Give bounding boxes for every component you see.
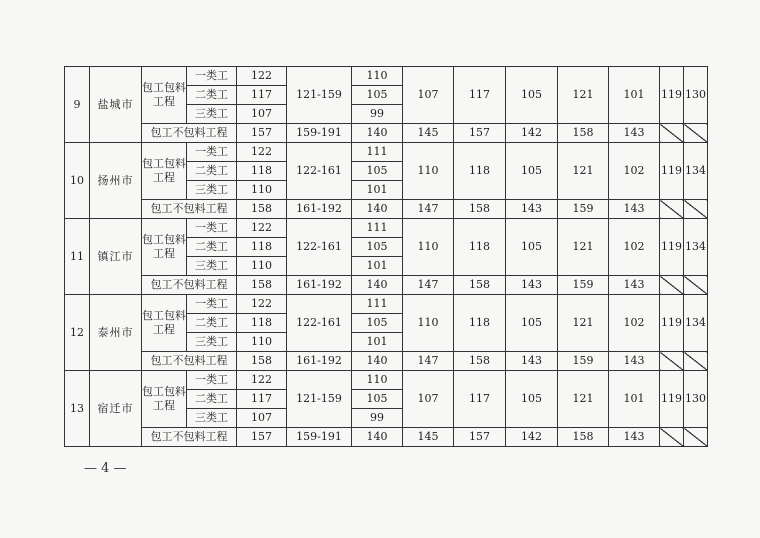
sub-value: 99 (352, 105, 403, 124)
rate-value: 143 (609, 124, 660, 143)
empty-slash-cell (684, 428, 708, 447)
rate-value: 143 (609, 200, 660, 219)
worker-value: 117 (237, 86, 287, 105)
with-material-label: 包工包料工程 (142, 67, 187, 124)
sub-value: 105 (352, 86, 403, 105)
rate-value: 158 (454, 200, 506, 219)
empty-slash-cell (660, 200, 684, 219)
row-number: 13 (65, 371, 90, 447)
worker-value: 107 (237, 105, 287, 124)
rate-value: 118 (454, 143, 506, 200)
range-value: 121-159 (287, 371, 352, 428)
wage-table (64, 66, 708, 447)
rate-value: 147 (403, 200, 454, 219)
table-row (65, 276, 708, 295)
rate-value: 143 (506, 276, 558, 295)
city-name: 镇江市 (90, 219, 142, 295)
extra-value: 130 (684, 67, 708, 124)
sub-value: 105 (352, 238, 403, 257)
extra-value: 119 (660, 67, 684, 124)
sub-value: 105 (352, 314, 403, 333)
table-row (65, 200, 708, 219)
empty-slash-cell (660, 428, 684, 447)
worker-type: 二类工 (187, 86, 237, 105)
worker-type: 三类工 (187, 257, 237, 276)
rate-value: 105 (506, 371, 558, 428)
rate-value: 107 (403, 371, 454, 428)
extra-value: 134 (684, 295, 708, 352)
rate-value: 142 (506, 124, 558, 143)
rate-value: 105 (506, 67, 558, 124)
rate-value: 145 (403, 428, 454, 447)
range-value: 161-192 (287, 352, 352, 371)
worker-type: 二类工 (187, 314, 237, 333)
rate-value: 121 (558, 219, 609, 276)
worker-value: 122 (237, 67, 287, 86)
rate-value: 105 (506, 143, 558, 200)
sub-value: 140 (352, 428, 403, 447)
rate-value: 101 (609, 371, 660, 428)
rate-value: 158 (558, 124, 609, 143)
rate-value: 118 (454, 295, 506, 352)
worker-value: 110 (237, 181, 287, 200)
sub-value: 111 (352, 295, 403, 314)
worker-value: 122 (237, 219, 287, 238)
worker-type: 三类工 (187, 181, 237, 200)
sub-value: 110 (352, 67, 403, 86)
rate-value: 158 (454, 276, 506, 295)
row-number: 12 (65, 295, 90, 371)
rate-value: 143 (609, 276, 660, 295)
table-row (65, 428, 708, 447)
rate-value: 105 (506, 219, 558, 276)
rate-value: 118 (454, 219, 506, 276)
range-value: 122-161 (287, 295, 352, 352)
extra-value: 119 (660, 371, 684, 428)
rate-value: 143 (506, 352, 558, 371)
worker-type: 二类工 (187, 162, 237, 181)
sub-value: 101 (352, 181, 403, 200)
table-row (65, 219, 708, 238)
rate-value: 105 (506, 295, 558, 352)
rate-value: 121 (558, 371, 609, 428)
worker-value: 107 (237, 409, 287, 428)
empty-slash-cell (660, 276, 684, 295)
sub-value: 111 (352, 219, 403, 238)
city-name: 扬州市 (90, 143, 142, 219)
sub-value: 140 (352, 124, 403, 143)
worker-type: 三类工 (187, 409, 237, 428)
worker-value: 122 (237, 295, 287, 314)
worker-value: 157 (237, 428, 287, 447)
worker-value: 157 (237, 124, 287, 143)
rate-value: 158 (558, 428, 609, 447)
worker-type: 一类工 (187, 219, 237, 238)
row-number: 11 (65, 219, 90, 295)
sub-value: 140 (352, 200, 403, 219)
sub-value: 105 (352, 390, 403, 409)
without-material-label: 包工不包料工程 (142, 200, 237, 219)
worker-type: 二类工 (187, 390, 237, 409)
extra-value: 119 (660, 295, 684, 352)
page-number: — 4 — (84, 461, 127, 476)
empty-slash-cell (660, 124, 684, 143)
worker-type: 一类工 (187, 67, 237, 86)
worker-type: 一类工 (187, 371, 237, 390)
worker-value: 122 (237, 143, 287, 162)
rate-value: 121 (558, 67, 609, 124)
sub-value: 99 (352, 409, 403, 428)
worker-value: 117 (237, 390, 287, 409)
rate-value: 117 (454, 67, 506, 124)
without-material-label: 包工不包料工程 (142, 276, 237, 295)
range-value: 121-159 (287, 67, 352, 124)
rate-value: 143 (609, 352, 660, 371)
rate-value: 159 (558, 352, 609, 371)
range-value: 122-161 (287, 219, 352, 276)
rate-value: 110 (403, 219, 454, 276)
with-material-label: 包工包料工程 (142, 219, 187, 276)
worker-type: 一类工 (187, 295, 237, 314)
rate-value: 159 (558, 200, 609, 219)
rate-value: 121 (558, 143, 609, 200)
worker-value: 158 (237, 352, 287, 371)
rate-value: 158 (454, 352, 506, 371)
rate-value: 117 (454, 371, 506, 428)
range-value: 159-191 (287, 428, 352, 447)
city-name: 宿迁市 (90, 371, 142, 447)
empty-slash-cell (684, 200, 708, 219)
table-row (65, 124, 708, 143)
empty-slash-cell (684, 124, 708, 143)
sub-value: 101 (352, 257, 403, 276)
worker-type: 三类工 (187, 105, 237, 124)
range-value: 161-192 (287, 200, 352, 219)
range-value: 159-191 (287, 124, 352, 143)
rate-value: 102 (609, 143, 660, 200)
without-material-label: 包工不包料工程 (142, 352, 237, 371)
city-name: 泰州市 (90, 295, 142, 371)
worker-value: 110 (237, 333, 287, 352)
rate-value: 102 (609, 295, 660, 352)
sub-value: 111 (352, 143, 403, 162)
without-material-label: 包工不包料工程 (142, 428, 237, 447)
table-row (65, 67, 708, 86)
sub-value: 110 (352, 371, 403, 390)
extra-value: 119 (660, 143, 684, 200)
worker-type: 二类工 (187, 238, 237, 257)
without-material-label: 包工不包料工程 (142, 124, 237, 143)
rate-value: 121 (558, 295, 609, 352)
worker-value: 118 (237, 238, 287, 257)
sub-value: 101 (352, 333, 403, 352)
worker-type: 三类工 (187, 333, 237, 352)
sub-value: 140 (352, 352, 403, 371)
worker-value: 158 (237, 276, 287, 295)
extra-value: 119 (660, 219, 684, 276)
rate-value: 159 (558, 276, 609, 295)
rate-value: 101 (609, 67, 660, 124)
rate-value: 147 (403, 352, 454, 371)
rate-value: 142 (506, 428, 558, 447)
range-value: 161-192 (287, 276, 352, 295)
range-value: 122-161 (287, 143, 352, 200)
with-material-label: 包工包料工程 (142, 143, 187, 200)
with-material-label: 包工包料工程 (142, 295, 187, 352)
rate-value: 147 (403, 276, 454, 295)
extra-value: 134 (684, 219, 708, 276)
worker-value: 110 (237, 257, 287, 276)
rate-value: 157 (454, 428, 506, 447)
empty-slash-cell (684, 276, 708, 295)
rate-value: 110 (403, 143, 454, 200)
empty-slash-cell (660, 352, 684, 371)
rate-value: 110 (403, 295, 454, 352)
sub-value: 105 (352, 162, 403, 181)
with-material-label: 包工包料工程 (142, 371, 187, 428)
rate-value: 102 (609, 219, 660, 276)
worker-value: 122 (237, 371, 287, 390)
rate-value: 143 (609, 428, 660, 447)
extra-value: 134 (684, 143, 708, 200)
table-row (65, 371, 708, 390)
worker-type: 一类工 (187, 143, 237, 162)
worker-value: 158 (237, 200, 287, 219)
table-row (65, 352, 708, 371)
row-number: 10 (65, 143, 90, 219)
rate-value: 145 (403, 124, 454, 143)
city-name: 盐城市 (90, 67, 142, 143)
worker-value: 118 (237, 162, 287, 181)
rate-value: 107 (403, 67, 454, 124)
extra-value: 130 (684, 371, 708, 428)
sub-value: 140 (352, 276, 403, 295)
worker-value: 118 (237, 314, 287, 333)
rate-value: 143 (506, 200, 558, 219)
table-row (65, 295, 708, 314)
rate-value: 157 (454, 124, 506, 143)
empty-slash-cell (684, 352, 708, 371)
table-row (65, 143, 708, 162)
row-number: 9 (65, 67, 90, 143)
